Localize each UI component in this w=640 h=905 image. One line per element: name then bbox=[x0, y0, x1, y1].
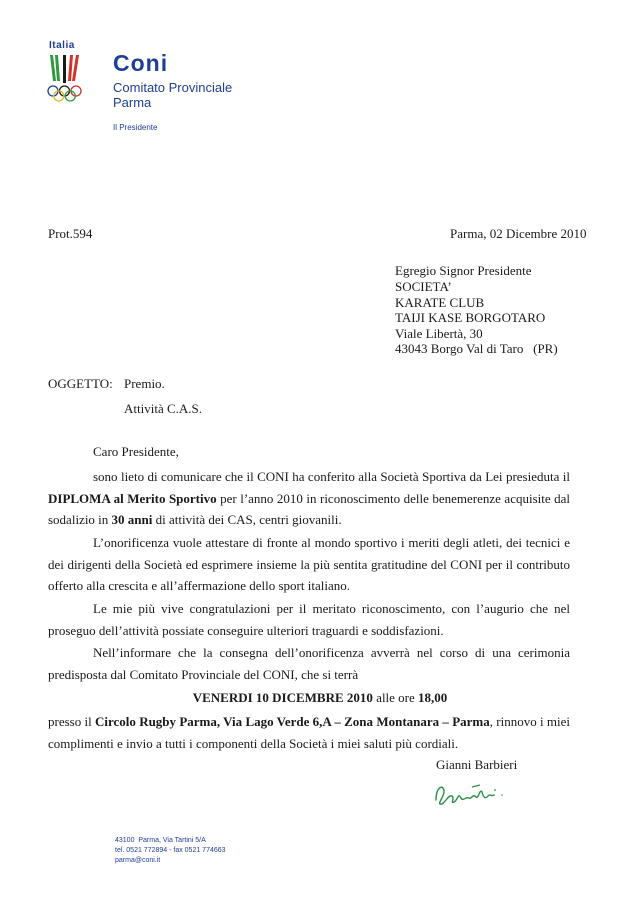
paragraph-1 bbox=[48, 466, 570, 531]
footer-contact bbox=[115, 836, 226, 866]
recipient-line: TAIJI KASE BORGOTARO bbox=[395, 310, 546, 325]
org-name: Coni bbox=[113, 50, 169, 76]
footer-phone: tel. 0521 772894 - fax 0521 774663 bbox=[115, 847, 226, 854]
bold-text: VENERDI 10 DICEMBRE 2010 bbox=[192, 690, 373, 705]
logo-italia-text: Italia bbox=[49, 40, 75, 51]
paragraph-3: Le mie più vive congratulazioni per il meritato riconoscimento, con l’augurio che nel proseguo dell’attività possiate conseguire ulteriori traguardi e soddisfazioni. bbox=[48, 601, 570, 638]
text: , rinnovo i miei complimenti e invio a tutti i componenti della Società i miei saluti più cordiali. bbox=[48, 714, 570, 751]
bold-text: Circolo Rugby Parma, Via Lago Verde 6,A – Zona Montanara – Parma bbox=[95, 714, 490, 729]
ceremony-date bbox=[0, 690, 640, 706]
recipient-line: Viale Libertà, 30 bbox=[395, 326, 483, 341]
paragraph-5 bbox=[48, 711, 570, 754]
org-subtitle: Comitato Provinciale bbox=[113, 80, 233, 95]
recipient-line: Egregio Signor Presidente bbox=[395, 263, 532, 278]
footer-email: parma@coni.it bbox=[115, 857, 161, 864]
text: sodalizio in bbox=[48, 512, 112, 527]
coni-logo-icon bbox=[44, 51, 90, 105]
text: presso il bbox=[48, 714, 95, 729]
paragraph-2: L’onorificenza vuole attestare di fronte al mondo sportivo i meriti degli atleti, dei tecnici e dei dirigenti della Società ed esprimere insieme la più sentita gratitudine del CONI per il contributo offerto alla crescita e all’affermazione dello sport italiano. bbox=[48, 535, 570, 593]
bold-text: DIPLOMA al Merito Sportivo bbox=[48, 490, 217, 506]
text: alle ore bbox=[372, 690, 419, 705]
recipient-line: KARATE CLUB bbox=[395, 295, 485, 310]
place-date: Parma, 02 Dicembre 2010 bbox=[450, 226, 587, 241]
salutation: Caro Presidente, bbox=[93, 444, 179, 459]
org-city: Parma bbox=[113, 95, 152, 110]
paragraph-1-line bbox=[48, 509, 570, 531]
subject-line: Premio. bbox=[124, 376, 165, 391]
subject-label: OGGETTO: bbox=[48, 376, 113, 391]
handwritten-signature-icon bbox=[428, 778, 518, 810]
bold-text: 30 anni bbox=[111, 512, 153, 527]
bold-text: 18,00 bbox=[418, 690, 448, 705]
recipient-line: 43043 Borgo Val di Taro (PR) bbox=[395, 341, 558, 356]
president-label: Il Presidente bbox=[113, 123, 158, 132]
paragraph-4: Nell’informare che la consegna dell’onorificenza avverrà nel corso di una cerimonia predisposta dal Comitato Provinciale del CONI, che si terrà bbox=[48, 645, 570, 682]
protocol-number: Prot.594 bbox=[48, 226, 93, 241]
subject-line: Attività C.A.S. bbox=[124, 401, 203, 416]
text: per l’anno 2010 in riconoscimento delle benemerenze acquisite dal bbox=[216, 490, 570, 506]
text: di attività dei CAS, centri giovanili. bbox=[152, 512, 342, 527]
recipient-line: SOCIETA’ bbox=[395, 279, 452, 294]
paragraph-1-line bbox=[48, 488, 570, 510]
footer-address: 43100 Parma, Via Tartini 5/A bbox=[115, 837, 206, 844]
signatory-name: Gianni Barbieri bbox=[436, 757, 518, 772]
paragraph-1-line: sono lieto di comunicare che il CONI ha conferito alla Società Sportiva da Lei presieduta il bbox=[93, 469, 570, 484]
